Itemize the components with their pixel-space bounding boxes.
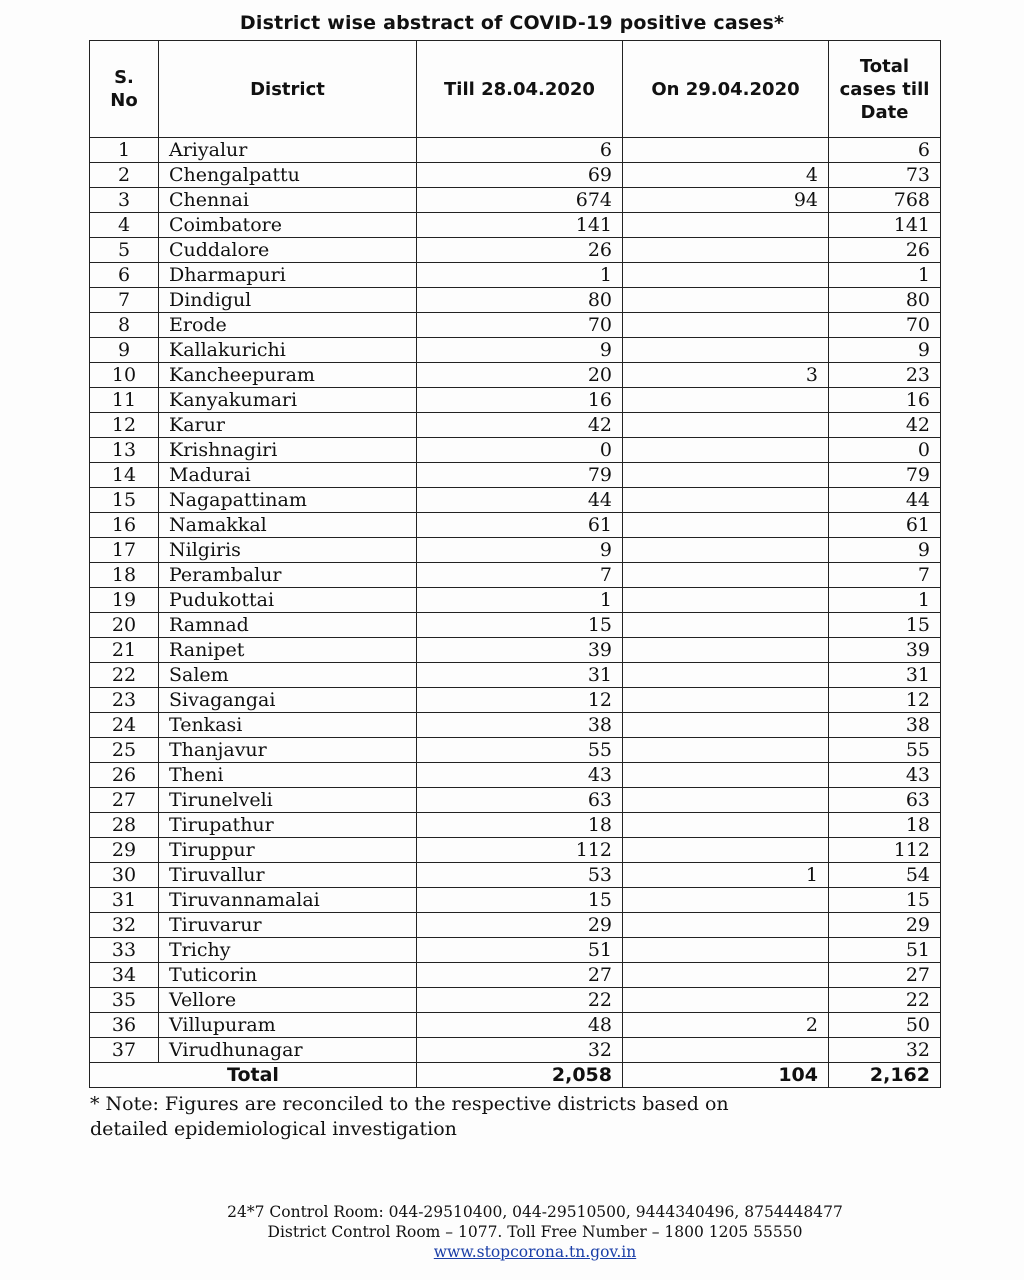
table-row (90, 713, 941, 738)
row-sno: 16 (90, 513, 159, 538)
row-district: Karur (159, 413, 417, 438)
row-on (623, 213, 829, 238)
table-row (90, 788, 941, 813)
row-district: Tirunelveli (159, 788, 417, 813)
row-sno: 5 (90, 238, 159, 263)
row-on (623, 788, 829, 813)
row-on (623, 763, 829, 788)
row-till: 31 (417, 663, 623, 688)
row-district: Pudukottai (159, 588, 417, 613)
row-on: 94 (623, 188, 829, 213)
row-till: 80 (417, 288, 623, 313)
row-total: 1 (829, 588, 941, 613)
row-total: 141 (829, 213, 941, 238)
table-row (90, 338, 941, 363)
row-sno: 10 (90, 363, 159, 388)
row-total: 43 (829, 763, 941, 788)
header-district: District (159, 41, 417, 138)
row-sno: 3 (90, 188, 159, 213)
row-on (623, 963, 829, 988)
row-sno: 36 (90, 1013, 159, 1038)
table-row (90, 913, 941, 938)
row-on (623, 613, 829, 638)
row-total: 27 (829, 963, 941, 988)
row-on (623, 488, 829, 513)
table-row (90, 513, 941, 538)
row-on (623, 413, 829, 438)
row-total: 29 (829, 913, 941, 938)
row-on (623, 663, 829, 688)
row-district: Krishnagiri (159, 438, 417, 463)
row-district: Tiruvannamalai (159, 888, 417, 913)
row-sno: 30 (90, 863, 159, 888)
total-cases: 2,162 (829, 1063, 941, 1088)
table-row (90, 988, 941, 1013)
table-row (90, 638, 941, 663)
row-total: 54 (829, 863, 941, 888)
table-row (90, 188, 941, 213)
row-on: 1 (623, 863, 829, 888)
row-till: 70 (417, 313, 623, 338)
cases-table (89, 40, 941, 1088)
table-row (90, 363, 941, 388)
table-row (90, 888, 941, 913)
row-district: Trichy (159, 938, 417, 963)
row-sno: 18 (90, 563, 159, 588)
total-label: Total (90, 1063, 417, 1088)
row-sno: 22 (90, 663, 159, 688)
row-till: 112 (417, 838, 623, 863)
row-total: 73 (829, 163, 941, 188)
row-on (623, 913, 829, 938)
row-till: 55 (417, 738, 623, 763)
row-district: Sivagangai (159, 688, 417, 713)
table-row (90, 438, 941, 463)
header-total-cases: Total cases till Date (829, 41, 941, 138)
row-till: 0 (417, 438, 623, 463)
row-on (623, 738, 829, 763)
table-row (90, 863, 941, 888)
row-total: 63 (829, 788, 941, 813)
row-till: 26 (417, 238, 623, 263)
row-total: 22 (829, 988, 941, 1013)
row-on (623, 313, 829, 338)
row-sno: 23 (90, 688, 159, 713)
row-till: 15 (417, 613, 623, 638)
table-row (90, 763, 941, 788)
row-till: 53 (417, 863, 623, 888)
row-total: 55 (829, 738, 941, 763)
total-on: 104 (623, 1063, 829, 1088)
total-till: 2,058 (417, 1063, 623, 1088)
row-till: 27 (417, 963, 623, 988)
row-on: 2 (623, 1013, 829, 1038)
table-row (90, 463, 941, 488)
row-on (623, 838, 829, 863)
row-sno: 24 (90, 713, 159, 738)
row-till: 15 (417, 888, 623, 913)
row-on (623, 513, 829, 538)
row-total: 1 (829, 263, 941, 288)
row-sno: 33 (90, 938, 159, 963)
row-till: 9 (417, 338, 623, 363)
row-sno: 14 (90, 463, 159, 488)
row-total: 70 (829, 313, 941, 338)
row-total: 38 (829, 713, 941, 738)
row-on (623, 438, 829, 463)
note (90, 1092, 790, 1142)
table-row (90, 838, 941, 863)
row-total: 7 (829, 563, 941, 588)
row-till: 61 (417, 513, 623, 538)
row-on (623, 638, 829, 663)
row-district: Perambalur (159, 563, 417, 588)
total-row (90, 1063, 941, 1088)
row-district: Chennai (159, 188, 417, 213)
row-total: 50 (829, 1013, 941, 1038)
row-till: 48 (417, 1013, 623, 1038)
row-district: Salem (159, 663, 417, 688)
row-sno: 27 (90, 788, 159, 813)
table-row (90, 538, 941, 563)
row-on (623, 388, 829, 413)
row-district: Namakkal (159, 513, 417, 538)
row-district: Virudhunagar (159, 1038, 417, 1063)
note-line-1: * Note: Figures are reconciled to the respective districts based on (90, 1093, 729, 1115)
table-row (90, 213, 941, 238)
row-on (623, 288, 829, 313)
row-till: 69 (417, 163, 623, 188)
table-row (90, 563, 941, 588)
row-district: Ramnad (159, 613, 417, 638)
table-row (90, 413, 941, 438)
table-row (90, 1038, 941, 1063)
table-row (90, 963, 941, 988)
row-till: 22 (417, 988, 623, 1013)
table-row (90, 238, 941, 263)
row-on (623, 138, 829, 163)
row-district: Villupuram (159, 1013, 417, 1038)
row-district: Dindigul (159, 288, 417, 313)
row-total: 768 (829, 188, 941, 213)
row-till: 141 (417, 213, 623, 238)
row-till: 1 (417, 588, 623, 613)
row-on (623, 338, 829, 363)
row-total: 26 (829, 238, 941, 263)
row-total: 9 (829, 338, 941, 363)
row-sno: 21 (90, 638, 159, 663)
row-till: 32 (417, 1038, 623, 1063)
row-on (623, 238, 829, 263)
row-district: Theni (159, 763, 417, 788)
table-row (90, 288, 941, 313)
row-on: 4 (623, 163, 829, 188)
row-till: 42 (417, 413, 623, 438)
row-sno: 11 (90, 388, 159, 413)
row-total: 23 (829, 363, 941, 388)
row-sno: 8 (90, 313, 159, 338)
row-sno: 19 (90, 588, 159, 613)
row-on (623, 563, 829, 588)
row-till: 12 (417, 688, 623, 713)
table-row (90, 313, 941, 338)
row-district: Tirupathur (159, 813, 417, 838)
row-total: 0 (829, 438, 941, 463)
table-body (90, 138, 941, 1063)
row-total: 15 (829, 888, 941, 913)
row-district: Ranipet (159, 638, 417, 663)
row-sno: 9 (90, 338, 159, 363)
row-till: 674 (417, 188, 623, 213)
row-district: Ariyalur (159, 138, 417, 163)
row-total: 18 (829, 813, 941, 838)
table-row (90, 388, 941, 413)
row-till: 16 (417, 388, 623, 413)
header-sno: S. No (90, 41, 159, 138)
row-total: 6 (829, 138, 941, 163)
row-sno: 1 (90, 138, 159, 163)
row-district: Tiruppur (159, 838, 417, 863)
row-till: 20 (417, 363, 623, 388)
row-on (623, 813, 829, 838)
row-sno: 12 (90, 413, 159, 438)
row-on (623, 538, 829, 563)
row-district: Tuticorin (159, 963, 417, 988)
row-sno: 26 (90, 763, 159, 788)
row-district: Erode (159, 313, 417, 338)
row-till: 44 (417, 488, 623, 513)
row-total: 16 (829, 388, 941, 413)
row-till: 38 (417, 713, 623, 738)
table-row (90, 163, 941, 188)
row-sno: 20 (90, 613, 159, 638)
row-on (623, 988, 829, 1013)
row-till: 9 (417, 538, 623, 563)
row-on (623, 463, 829, 488)
row-district: Kancheepuram (159, 363, 417, 388)
header-on-date: On 29.04.2020 (623, 41, 829, 138)
table-row (90, 488, 941, 513)
row-sno: 2 (90, 163, 159, 188)
table-row (90, 613, 941, 638)
row-total: 32 (829, 1038, 941, 1063)
table-row (90, 588, 941, 613)
row-sno: 28 (90, 813, 159, 838)
row-on (623, 713, 829, 738)
header-row (90, 41, 941, 138)
row-sno: 31 (90, 888, 159, 913)
table-row (90, 813, 941, 838)
table-row (90, 738, 941, 763)
row-total: 42 (829, 413, 941, 438)
row-till: 43 (417, 763, 623, 788)
row-till: 18 (417, 813, 623, 838)
row-on (623, 1038, 829, 1063)
row-till: 7 (417, 563, 623, 588)
row-sno: 13 (90, 438, 159, 463)
row-till: 39 (417, 638, 623, 663)
row-total: 112 (829, 838, 941, 863)
row-on (623, 588, 829, 613)
row-district: Nagapattinam (159, 488, 417, 513)
row-on (623, 938, 829, 963)
row-till: 6 (417, 138, 623, 163)
row-total: 9 (829, 538, 941, 563)
row-till: 1 (417, 263, 623, 288)
row-district: Tiruvallur (159, 863, 417, 888)
row-total: 79 (829, 463, 941, 488)
row-total: 44 (829, 488, 941, 513)
table-row (90, 1013, 941, 1038)
row-sno: 6 (90, 263, 159, 288)
row-district: Chengalpattu (159, 163, 417, 188)
footer-control-room: 24*7 Control Room: 044-29510400, 044-29510500, 9444340496, 8754448477 (227, 1203, 843, 1221)
row-district: Cuddalore (159, 238, 417, 263)
row-till: 51 (417, 938, 623, 963)
row-sno: 37 (90, 1038, 159, 1063)
footer (0, 1202, 1024, 1262)
row-sno: 7 (90, 288, 159, 313)
row-district: Vellore (159, 988, 417, 1013)
row-till: 29 (417, 913, 623, 938)
row-sno: 29 (90, 838, 159, 863)
row-district: Thanjavur (159, 738, 417, 763)
row-sno: 4 (90, 213, 159, 238)
row-on: 3 (623, 363, 829, 388)
row-sno: 25 (90, 738, 159, 763)
row-district: Madurai (159, 463, 417, 488)
row-sno: 17 (90, 538, 159, 563)
row-sno: 34 (90, 963, 159, 988)
row-total: 15 (829, 613, 941, 638)
row-district: Nilgiris (159, 538, 417, 563)
row-district: Tenkasi (159, 713, 417, 738)
row-district: Kallakurichi (159, 338, 417, 363)
row-total: 51 (829, 938, 941, 963)
row-on (623, 263, 829, 288)
row-district: Tiruvarur (159, 913, 417, 938)
document-title: District wise abstract of COVID-19 positive cases* (239, 12, 785, 34)
row-total: 12 (829, 688, 941, 713)
website-link[interactable]: www.stopcorona.tn.gov.in (433, 1243, 637, 1261)
row-sno: 15 (90, 488, 159, 513)
footer-district-control: District Control Room – 1077. Toll Free Number – 1800 1205 55550 (267, 1223, 803, 1241)
row-total: 39 (829, 638, 941, 663)
row-total: 61 (829, 513, 941, 538)
table-row (90, 138, 941, 163)
table-row (90, 688, 941, 713)
row-district: Dharmapuri (159, 263, 417, 288)
header-till-date: Till 28.04.2020 (417, 41, 623, 138)
row-sno: 32 (90, 913, 159, 938)
row-district: Kanyakumari (159, 388, 417, 413)
note-line-2: detailed epidemiological investigation (90, 1118, 457, 1140)
row-total: 80 (829, 288, 941, 313)
row-total: 31 (829, 663, 941, 688)
table-row (90, 938, 941, 963)
row-till: 63 (417, 788, 623, 813)
table-row (90, 663, 941, 688)
row-district: Coimbatore (159, 213, 417, 238)
row-on (623, 888, 829, 913)
table-row (90, 263, 941, 288)
row-on (623, 688, 829, 713)
row-till: 79 (417, 463, 623, 488)
row-sno: 35 (90, 988, 159, 1013)
